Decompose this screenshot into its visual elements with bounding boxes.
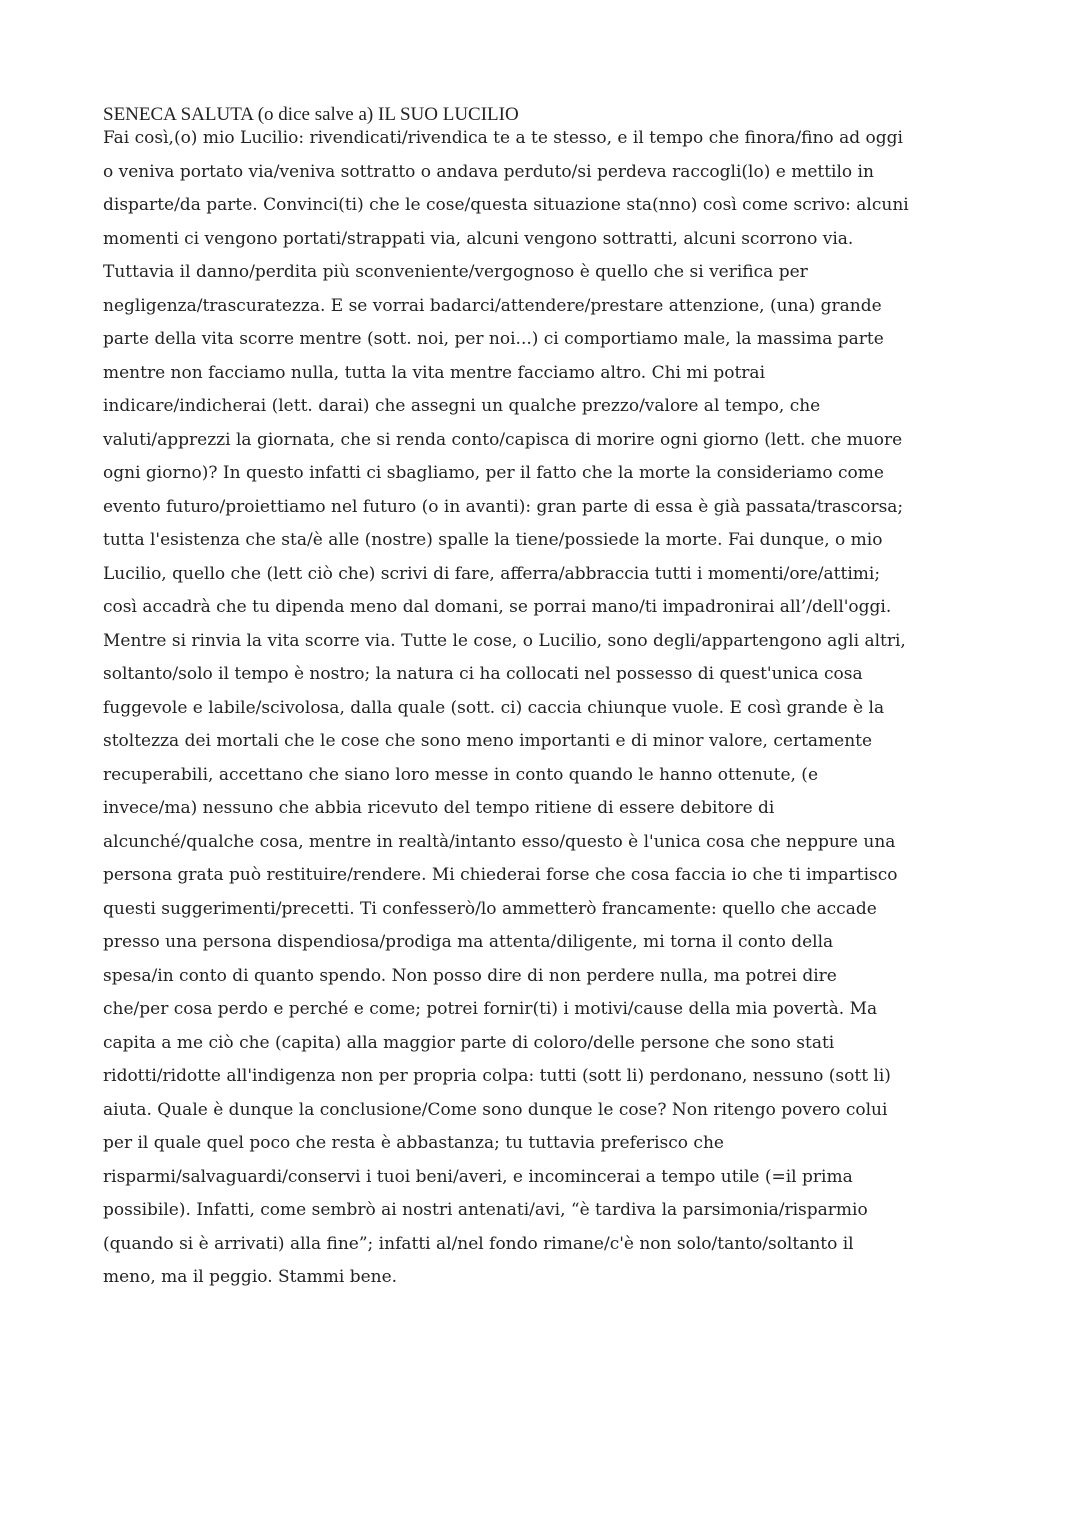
text-line: mentre non facciamo nulla, tutta la vita mentre facciamo altro. Chi mi potrai: [103, 362, 766, 383]
text-line: per il quale quel poco che resta è abbastanza; tu tuttavia preferisco che: [103, 1133, 724, 1153]
text-line: questi suggerimenti/precetti. Ti confesserò/lo ammetterò francamente: quello che accade: [103, 898, 877, 919]
text-line: tutta l'esistenza che sta/è alle (nostre) spalle la tiene/possiede la morte. Fai dunque, o mio: [103, 530, 883, 550]
text-line: parte della vita scorre mentre (sott. noi, per noi...) ci comportiamo male, la massima parte: [103, 329, 884, 349]
text-line: Lucilio, quello che (lett ciò che) scrivi di fare, afferra/abbraccia tutti i momenti/ore/attimi;: [103, 563, 881, 584]
text-line: evento futuro/proiettiamo nel futuro (o in avanti): gran parte di essa è già passata/trascorsa;: [103, 496, 904, 517]
text-line: soltanto/solo il tempo è nostro; la natura ci ha collocati nel possesso di quest'unica cosa: [103, 664, 863, 684]
text-line: recuperabili, accettano che siano loro messe in conto quando le hanno ottenute, (e: [103, 764, 819, 785]
text-line: così accadrà che tu dipenda meno dal domani, se porrai mano/ti impadronirai all’/dell'oggi.: [103, 597, 892, 617]
text-line: persona grata può restituire/rendere. Mi chiederai forse che cosa faccia io che ti impartisco: [103, 865, 898, 885]
text-line: momenti ci vengono portati/strappati via, alcuni vengono sottratti, alcuni scorrono via.: [103, 228, 854, 249]
text-line: meno, ma il peggio. Stammi bene.: [103, 1267, 398, 1287]
text-line: alcunché/qualche cosa, mentre in realtà/intanto esso/questo è l'unica cosa che neppure una: [103, 831, 896, 852]
text-line: invece/ma) nessuno che abbia ricevuto del tempo ritiene di essere debitore di: [103, 798, 775, 818]
text-line: che/per cosa perdo e perché e come; potrei fornir(ti) i motivi/cause della mia povertà. Ma: [103, 999, 878, 1019]
text-line: Tuttavia il danno/perdita più sconveniente/vergognoso è quello che si verifica per: [103, 262, 808, 282]
text-line: negligenza/trascuratezza. E se vorrai badarci/attendere/prestare attenzione, (una) grande: [103, 295, 882, 316]
document-title: SENECA SALUTA (o dice salve a) IL SUO LUCILIO: [103, 104, 519, 125]
text-line: indicare/indicherai (lett. darai) che assegni un qualche prezzo/valore al tempo, che: [103, 396, 821, 416]
text-line: presso una persona dispendiosa/prodiga ma attenta/diligente, mi torna il conto della: [103, 932, 834, 952]
text-line: ogni giorno)? In questo infatti ci sbagliamo, per il fatto che la morte la consideriamo come: [103, 463, 884, 483]
text-line: Mentre si rinvia la vita scorre via. Tutte le cose, o Lucilio, sono degli/appartengono agli altri,: [103, 630, 906, 651]
text-line: capita a me ciò che (capita) alla maggior parte di coloro/delle persone che sono stati: [103, 1032, 835, 1053]
text-line: (quando si è arrivati) alla fine”; infatti al/nel fondo rimane/c'è non solo/tanto/soltanto il: [103, 1233, 854, 1254]
text-line: aiuta. Quale è dunque la conclusione/Come sono dunque le cose? Non ritengo povero colui: [103, 1099, 888, 1120]
text-line: Fai così,(o) mio Lucilio: rivendicati/rivendica te a te stesso, e il tempo che finora/fino ad oggi: [103, 128, 903, 148]
text-line: spesa/in conto di quanto spendo. Non posso dire di non perdere nulla, ma potrei dire: [103, 965, 837, 986]
text-line: valuti/apprezzi la giornata, che si renda conto/capisca di morire ogni giorno (lett. che muore: [103, 429, 903, 450]
text-line: risparmi/salvaguardi/conservi i tuoi beni/averi, e incomincerai a tempo utile (=il prima: [103, 1166, 853, 1187]
text-line: o veniva portato via/veniva sottratto o andava perduto/si perdeva raccogli(lo) e mettilo in: [103, 161, 874, 182]
text-line: ridotti/ridotte all'indigenza non per propria colpa: tutti (sott li) perdonano, nessuno (sott li): [103, 1066, 891, 1086]
text-line: fuggevole e labile/scivolosa, dalla quale (sott. ci) caccia chiunque vuole. E così grande è la: [103, 697, 885, 718]
text-line: disparte/da parte. Convinci(ti) che le cose/questa situazione sta(nno) così come scrivo: alcuni: [103, 195, 909, 215]
text-line: possibile). Infatti, come sembrò ai nostri antenati/avi, “è tardiva la parsimonia/risparmio: [103, 1200, 868, 1220]
letter-body: [103, 122, 983, 1295]
text-line: stoltezza dei mortali che le cose che sono meno importanti e di minor valore, certamente: [103, 731, 873, 751]
